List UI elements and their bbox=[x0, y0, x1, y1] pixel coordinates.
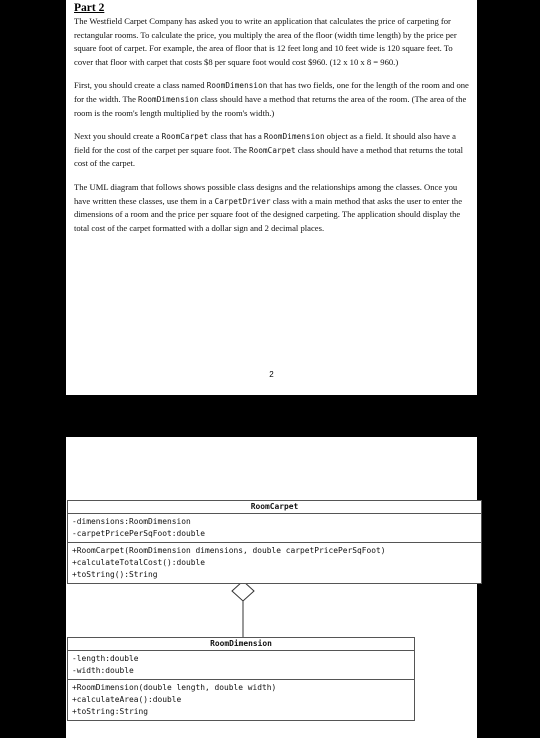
class-field: -dimensions:RoomDimension bbox=[72, 517, 191, 526]
paragraph bbox=[74, 79, 469, 120]
class-field: -width:double bbox=[72, 666, 134, 675]
class-name: RoomDimension bbox=[68, 638, 414, 651]
class-method: +toString():String bbox=[72, 570, 158, 579]
class-methods bbox=[68, 680, 414, 720]
section-title: Part 2 bbox=[74, 2, 105, 14]
class-name: RoomCarpet bbox=[68, 501, 481, 514]
composition-diamond-icon bbox=[232, 581, 254, 601]
class-fields bbox=[68, 651, 414, 680]
paragraph bbox=[74, 181, 469, 235]
instructions-body bbox=[74, 15, 469, 235]
page-number: 2 bbox=[269, 370, 274, 379]
code-identifier: RoomDimension bbox=[206, 81, 268, 91]
paragraph-text: that has two fields, one for the length of the room and one for the width. The bbox=[74, 80, 469, 104]
class-methods bbox=[68, 543, 481, 583]
paragraph-text: class should have a method that returns the total cost of the carpet. bbox=[74, 144, 464, 169]
class-field: -carpetPricePerSqFoot:double bbox=[72, 529, 206, 538]
paragraph-text: class should have a method that returns the area of the room. (The area of the room is the room's length multiplied by the room's width.) bbox=[74, 93, 467, 118]
class-method: +RoomCarpet(RoomDimension dimensions, double carpetPricePerSqFoot) bbox=[72, 546, 386, 555]
uml-class-roomdimension bbox=[67, 637, 415, 721]
code-identifier: RoomDimension bbox=[263, 132, 325, 142]
code-identifier: RoomDimension bbox=[138, 94, 199, 104]
code-identifier: RoomCarpet bbox=[161, 132, 209, 142]
paragraph bbox=[74, 130, 469, 171]
document-page-2 bbox=[66, 437, 477, 738]
class-method: +calculateTotalCost():double bbox=[72, 558, 206, 567]
paragraph bbox=[74, 15, 469, 69]
code-identifier: CarpetDriver bbox=[214, 196, 271, 206]
paragraph-text: The UML diagram that follows shows possible class designs and the relationships among the classes. Once you have written these classes, use them in a bbox=[74, 181, 458, 206]
class-method: +RoomDimension(double length, double width) bbox=[72, 683, 277, 692]
class-method: +calculateArea():double bbox=[72, 695, 182, 704]
paragraph-text: The Westfield Carpet Company has asked you to write an application that calculates the price of carpeting for rectangular rooms. To calculate the price, you multiply the area of the floor (width time length) by the price per square foot of carpet. For example, the area of floor that is 12 feet long and 10 feet wide is 120 square feet. To cover that floor with carpet that costs $8 per square foot would cost $960. (12 x 10 x 8 = 960.) bbox=[74, 16, 457, 67]
paragraph-text: object as a field. It should also have a field for the cost of the carpet per square foot. The bbox=[74, 131, 456, 155]
document-page-1 bbox=[66, 0, 477, 395]
class-field: -length:double bbox=[72, 654, 139, 663]
class-method: +toString:String bbox=[72, 707, 149, 716]
code-identifier: RoomCarpet bbox=[249, 145, 296, 155]
paragraph-text: class with a main method that asks the user to enter the dimensions of a room and the price per square foot of the designed carpeting. The application should display the total cost of the carpet formatted with a dollar sign and 2 decimal places. bbox=[74, 195, 463, 233]
paragraph-text: class that has a bbox=[208, 131, 264, 142]
class-fields bbox=[68, 514, 481, 543]
uml-class-roomcarpet bbox=[67, 500, 482, 584]
paragraph-text: First, you should create a class named bbox=[74, 80, 207, 91]
paragraph-text: Next you should create a bbox=[74, 131, 162, 142]
